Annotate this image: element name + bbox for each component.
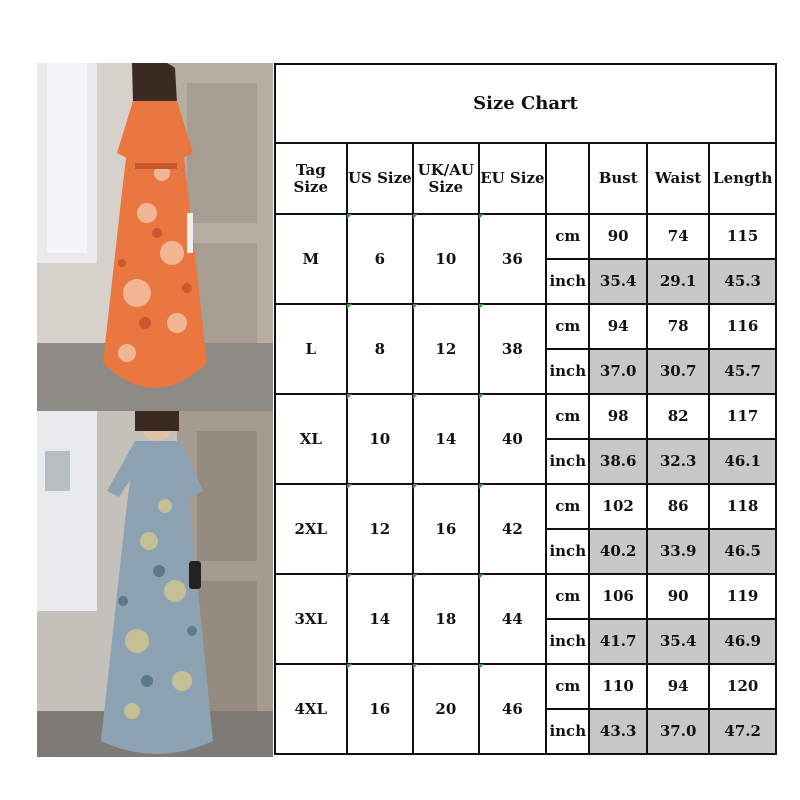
- header-bust: Bust: [589, 143, 646, 214]
- unit-inch-label: inch: [546, 259, 589, 304]
- size-row-cm: [275, 394, 776, 439]
- bust-inch-value: 41.7: [589, 619, 646, 664]
- length-cm-value: 115: [709, 214, 776, 259]
- tag-size-cell: XL: [275, 394, 347, 484]
- header-tag-size: Tag Size: [275, 143, 347, 214]
- length-cm-value: 118: [709, 484, 776, 529]
- waist-inch-value: 33.9: [647, 529, 709, 574]
- uk-au-size-cell: 18: [413, 574, 479, 664]
- size-chart-table: [274, 63, 777, 755]
- bust-inch-value: 35.4: [589, 259, 646, 304]
- waist-inch-value: 35.4: [647, 619, 709, 664]
- header-us-size: US Size: [347, 143, 414, 214]
- tag-size-cell: L: [275, 304, 347, 394]
- length-cm-value: 120: [709, 664, 776, 709]
- bust-cm-value: 106: [589, 574, 646, 619]
- bust-cm-value: 90: [589, 214, 646, 259]
- product-photo-orange-dress: [37, 63, 273, 411]
- us-size-cell: 10: [347, 394, 414, 484]
- size-row-cm: [275, 304, 776, 349]
- uk-au-size-cell: 10: [413, 214, 479, 304]
- uk-au-size-cell: 16: [413, 484, 479, 574]
- unit-cm-label: cm: [546, 304, 589, 349]
- waist-cm-value: 94: [647, 664, 709, 709]
- uk-au-size-cell: 20: [413, 664, 479, 754]
- length-inch-value: 46.1: [709, 439, 776, 484]
- waist-inch-value: 37.0: [647, 709, 709, 754]
- us-size-cell: 14: [347, 574, 414, 664]
- bust-cm-value: 94: [589, 304, 646, 349]
- unit-inch-label: inch: [546, 709, 589, 754]
- waist-cm-value: 86: [647, 484, 709, 529]
- length-cm-value: 117: [709, 394, 776, 439]
- header-uk-au-size: UK/AU Size: [413, 143, 479, 214]
- orange-dress-illustration: [37, 63, 273, 411]
- size-row-cm: [275, 574, 776, 619]
- us-size-cell: 16: [347, 664, 414, 754]
- size-chart-title: Size Chart: [275, 64, 776, 143]
- header-length: Length: [709, 143, 776, 214]
- header-waist: Waist: [647, 143, 709, 214]
- waist-cm-value: 82: [647, 394, 709, 439]
- waist-inch-value: 29.1: [647, 259, 709, 304]
- length-inch-value: 46.5: [709, 529, 776, 574]
- waist-inch-value: 30.7: [647, 349, 709, 394]
- unit-inch-label: inch: [546, 349, 589, 394]
- tag-size-cell: 3XL: [275, 574, 347, 664]
- bust-cm-value: 110: [589, 664, 646, 709]
- eu-size-cell: 44: [479, 574, 547, 664]
- unit-cm-label: cm: [546, 664, 589, 709]
- us-size-cell: 12: [347, 484, 414, 574]
- uk-au-size-cell: 12: [413, 304, 479, 394]
- length-cm-value: 119: [709, 574, 776, 619]
- unit-cm-label: cm: [546, 574, 589, 619]
- us-size-cell: 8: [347, 304, 414, 394]
- waist-cm-value: 78: [647, 304, 709, 349]
- length-inch-value: 45.7: [709, 349, 776, 394]
- unit-inch-label: inch: [546, 619, 589, 664]
- product-photo-blue-dress: [37, 411, 273, 757]
- bust-inch-value: 37.0: [589, 349, 646, 394]
- unit-cm-label: cm: [546, 484, 589, 529]
- tag-size-cell: 2XL: [275, 484, 347, 574]
- length-inch-value: 46.9: [709, 619, 776, 664]
- unit-cm-label: cm: [546, 214, 589, 259]
- blue-dress-illustration: [37, 411, 273, 757]
- length-inch-value: 47.2: [709, 709, 776, 754]
- us-size-cell: 6: [347, 214, 414, 304]
- header-eu-size: EU Size: [479, 143, 547, 214]
- header-row: [275, 143, 776, 214]
- size-row-cm: [275, 664, 776, 709]
- eu-size-cell: 36: [479, 214, 547, 304]
- waist-cm-value: 90: [647, 574, 709, 619]
- bust-inch-value: 43.3: [589, 709, 646, 754]
- length-inch-value: 45.3: [709, 259, 776, 304]
- eu-size-cell: 42: [479, 484, 547, 574]
- waist-cm-value: 74: [647, 214, 709, 259]
- bust-cm-value: 102: [589, 484, 646, 529]
- eu-size-cell: 38: [479, 304, 547, 394]
- tag-size-cell: 4XL: [275, 664, 347, 754]
- header-unit: [546, 143, 589, 214]
- eu-size-cell: 46: [479, 664, 547, 754]
- uk-au-size-cell: 14: [413, 394, 479, 484]
- bust-cm-value: 98: [589, 394, 646, 439]
- size-row-cm: [275, 484, 776, 529]
- length-cm-value: 116: [709, 304, 776, 349]
- size-row-cm: [275, 214, 776, 259]
- unit-cm-label: cm: [546, 394, 589, 439]
- bust-inch-value: 40.2: [589, 529, 646, 574]
- bust-inch-value: 38.6: [589, 439, 646, 484]
- tag-size-cell: M: [275, 214, 347, 304]
- eu-size-cell: 40: [479, 394, 547, 484]
- unit-inch-label: inch: [546, 529, 589, 574]
- unit-inch-label: inch: [546, 439, 589, 484]
- waist-inch-value: 32.3: [647, 439, 709, 484]
